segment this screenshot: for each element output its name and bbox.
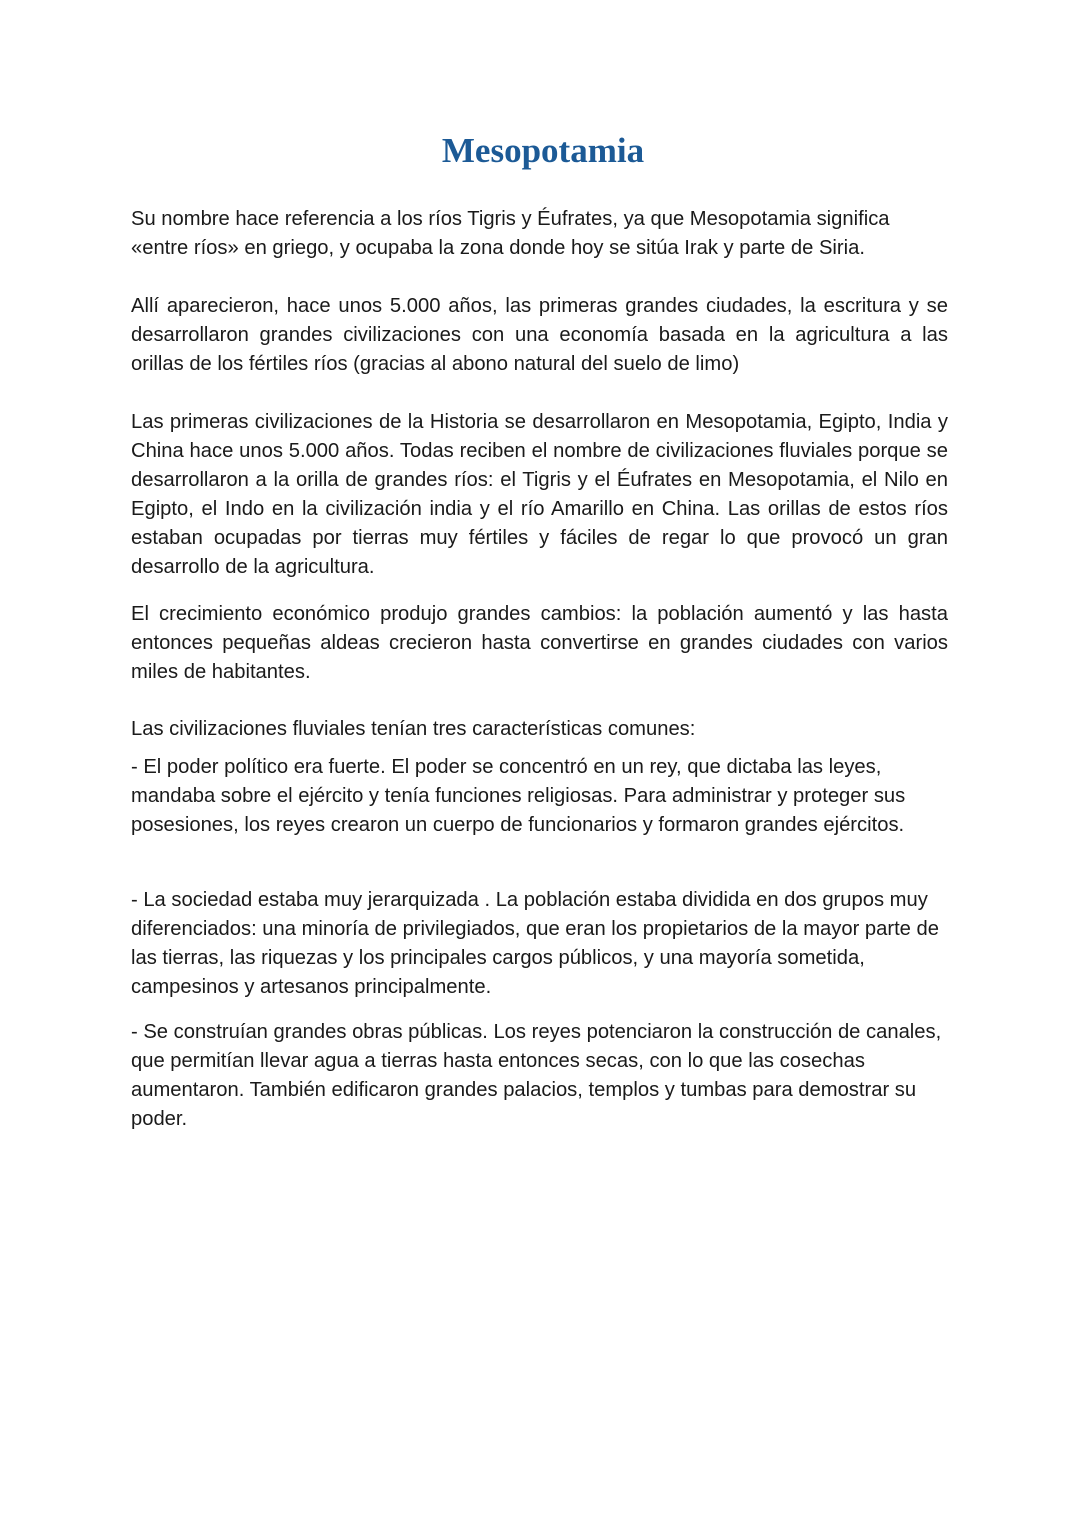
paragraph-river-civilizations: Las primeras civilizaciones de la Historia se desarrollaron en Mesopotamia, Egipto, India y China hace unos 5.000 años. Todas reciben el nombre de civilizaciones fluviales porque se desarrollaron a la orilla de grandes ríos: el Tigris y el Éufrates en Mesopotamia, el Nilo en Egipto, el Indo en la civilización india y el río Amarillo en China. Las orillas de estos ríos estaban ocupadas por tierras muy fértiles y fáciles de regar lo que provocó un gran desarrollo de la agricultura. xyxy=(131,411,948,578)
paragraph-intro: Su nombre hace referencia a los ríos Tigris y Éufrates, ya que Mesopotamia significa «entre ríos» en griego, y ocupaba la zona donde hoy se sitúa Irak y parte de Siria. xyxy=(131,208,890,259)
list-item-hierarchical-society: - La sociedad estaba muy jerarquizada . La población estaba dividida en dos grupos muy diferenciados: una minoría de privilegiados, que eran los propietarios de la mayor parte de las tierras, las riquezas y los principales cargos públicos, y una mayoría sometida, campesinos y artesanos principalmente. xyxy=(131,889,939,998)
paragraph-characteristics-intro: Las civilizaciones fluviales tenían tres características comunes: xyxy=(131,718,696,740)
page-title: Mesopotamia xyxy=(441,131,645,170)
paragraph-economic-growth: El crecimiento económico produjo grandes cambios: la población aumentó y las hasta entonces pequeñas aldeas crecieron hasta convertirse en grandes ciudades con varios miles de habitantes. xyxy=(131,603,948,683)
list-item-political-power: - El poder político era fuerte. El poder se concentró en un rey, que dictaba las leyes, mandaba sobre el ejército y tenía funciones religiosas. Para administrar y proteger sus posesiones, los reyes crearon un cuerpo de funcionarios y formaron grandes ejércitos. xyxy=(131,756,906,836)
paragraph-first-cities: Allí aparecieron, hace unos 5.000 años, las primeras grandes ciudades, la escritura y se desarrollaron grandes civilizaciones con una economía basada en la agricultura a las orillas de los fértiles ríos (gracias al abono natural del suelo de limo) xyxy=(131,295,948,375)
list-item-public-works: - Se construían grandes obras públicas. Los reyes potenciaron la construcción de canales, que permitían llevar agua a tierras hasta entonces secas, con lo que las cosechas aumentaron. También edificaron grandes palacios, templos y tumbas para demostrar su poder. xyxy=(131,1021,942,1130)
